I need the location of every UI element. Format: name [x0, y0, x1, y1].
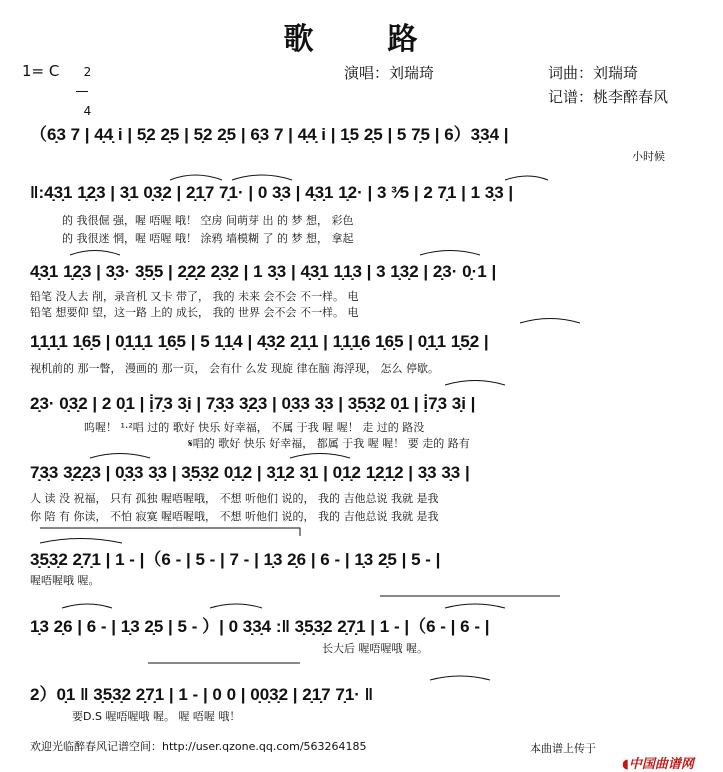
lyric-row-3-line-1: 铅笔 没人去 削，录音机 又卡 带了， 我的 未来 会不会 不一样。 电 — [30, 290, 359, 303]
lyric-row-6-line-2: 你 陪 有 你读， 不怕 寂寞 喔唔喔哦， 不想 听他们 说的， 我的 吉他总说 我就 是我 — [30, 510, 439, 523]
lyric-row-1-line-1: 小时候 — [632, 150, 665, 163]
lyric-row-6-line-1: 人 读 没 祝福， 只有 孤独 喔唔喔哦， 不想 听他们 说的， 我的 吉他总说 我就 是我 — [30, 492, 439, 505]
score-row-7: 3̣5̣3̣2 2̣7̣1 | 1 - |（6 - | 5 - | 7 - | 1̣3 2̣6 | 6 - | 1̣3 2̣5 | 5 - | — [30, 550, 441, 569]
time-denominator: 4 — [83, 104, 92, 118]
singer-credit: 演唱：刘瑞琦 — [344, 64, 435, 82]
composer-credit: 词曲：刘瑞琦 — [548, 64, 639, 82]
lyric-row-9-line-1: 要D.S 喔唔喔哦 喔。 喔 唔喔 哦！ — [72, 710, 241, 723]
transcriber-credit: 记谱：桃李醉春风 — [548, 88, 669, 106]
score-row-3: 4̣3̣1 1̣2̣3 | 3̣3· 3̣5̣5 | 2̣2̣2 2̣3̣2 | 1 3̣3 | 4̣3̣1 1̣1̣3 | 3 1̣3̣2 | 2̣3· 0̣·1 | — [30, 262, 497, 281]
lyric-row-5-line-2: 𝄋唱的 歌好 快乐 好幸福， 都属 于我 喔 喔！ 要 走的 路有 — [188, 437, 470, 450]
lyric-row-4-line-1: 视机前的 那一瞥， 漫画的 那一页， 会有什 么发 现旋 律在脑 海浮现， 怎么 停歇。 — [30, 362, 439, 375]
lyric-row-7-line-1: 喔唔喔哦 喔。 — [30, 574, 100, 587]
site-logo — [613, 738, 694, 772]
score-row-1: （6̣3 7 | 4̣4̣ i | 5̣2 2̣5 | 5̣2 2̣5 | 6̣3 7 | 4̣4̣ i | 1̣5 2̣5 | 5 7̣5 | 6）3̣3̣4 | — [30, 125, 509, 144]
score-row-9: 2）0̣1 ‖ 3̣5̣3̣2 2̣7̣1 | 1 - | 0 0 | 0̣0̣3̣2 | 2̣1̣7 7̣1· ‖ — [30, 685, 374, 704]
song-title: 歌 路 — [283, 22, 440, 57]
time-numerator: 2 — [83, 65, 92, 79]
score-row-4: 1̣1̣1̣1 1̣6̣5 | 0̣1̣1̣1 1̣6̣5 | 5 1̣1̣4 | 4̣3̣2 2̣1̣1 | 1̣1̣1̣6 1̣6̣5 | 0̣1̣1 1̣5̣2 | — [30, 332, 489, 351]
lyric-row-8-line-1: 长大后 喔唔喔哦 喔。 — [322, 642, 428, 655]
footer-welcome-text: 欢迎光临醉春风记谱空间：http://user.qzone.qq.com/563264185 — [30, 740, 367, 753]
lyric-row-5-line-1: 呜喔！ ¹·²唱 过的 歌好 快乐 好幸福， 不属 于我 喔 喔！ 走 过的 路没 — [84, 421, 425, 434]
site-logo-icon: ◖ — [622, 757, 629, 772]
lyric-row-2-line-1: 的 我很倔 强，喔 唔喔 哦！ 空房 间萌芽 出 的 梦 想， 彩色 — [62, 214, 354, 227]
key-signature: 1= C — [22, 62, 60, 80]
lyric-row-2-line-2: 的 我很迷 惘，喔 唔喔 哦！ 涂鸦 墙模糊 了 的 梦 想， 拿起 — [62, 232, 354, 245]
score-row-2: ‖:4̣3̣1 1̣2̣3 | 3̣1 0̣3̣2 | 2̣1̣7 7̣1· | 0 3̣3 | 4̣3̣1 1̣2· | 3 ³⁄5 | 2 7̣1 | 1 3̣3 | — [30, 183, 514, 202]
lyric-row-3-line-2: 铅笔 想要仰 望，这一路 上的 成长， 我的 世界 会不会 不一样。 电 — [30, 306, 359, 319]
score-row-5: 2̣3· 0̣3̣2 | 2 0̣1 | ị̇7̣3 3̣i | 7̣3̣3 3̣2̣3 | 0̣3̣3 3̣3 | 3̣5̣3̣2 0̣1 | ị̇7̣3 3̣i | — [30, 394, 476, 413]
score-row-6: 7̣3̣3 3̣2̣2̣3 | 0̣3̣3 3̣3 | 3̣5̣3̣2 0̣1̣2 | 3̣1̣2 3̣1 | 0̣1̣2 1̣2̣1̣2 | 3̣3 3̣3 | — [30, 463, 470, 482]
score-row-8: 1̣3 2̣6 | 6 - | 1̣3 2̣5 | 5 - ）| 0 3̣3̣4 :‖ 3̣5̣3̣2 2̣7̣1 | 1 - |（6 - | 6 - | — [30, 617, 490, 636]
footer-upload-text: 本曲谱上传于 — [530, 742, 596, 755]
site-logo-text: 中国曲谱网 — [628, 757, 694, 772]
